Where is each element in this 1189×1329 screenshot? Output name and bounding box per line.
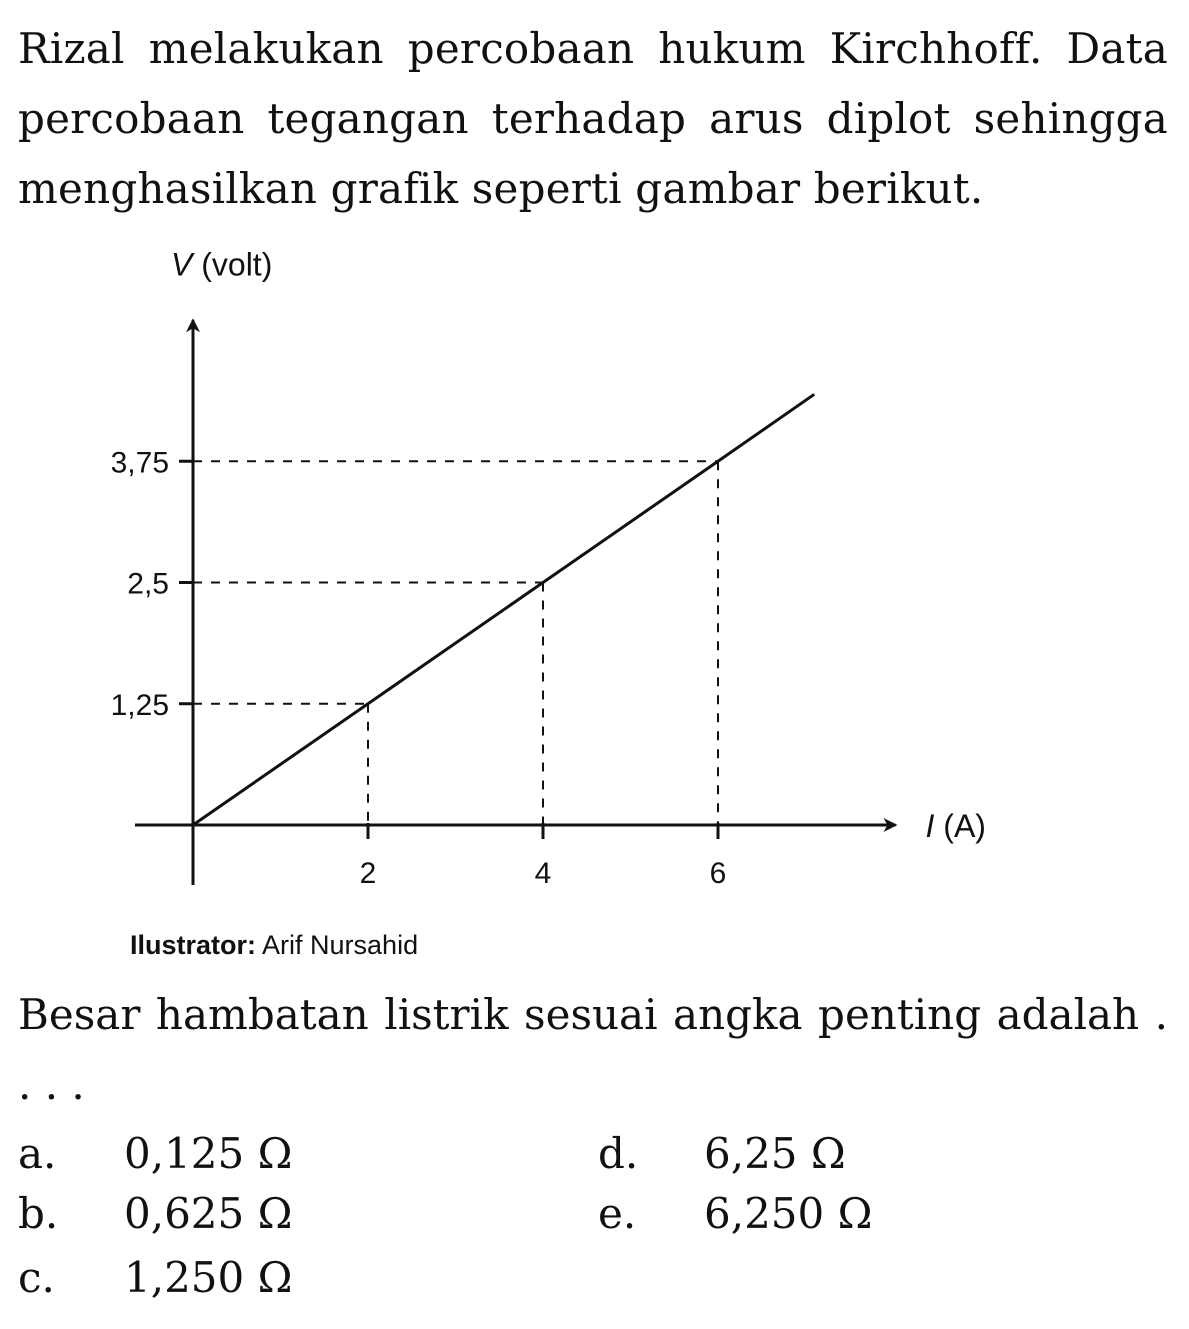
option-c-letter: c. <box>18 1253 55 1302</box>
y-tick-label-1: 1,25 <box>110 688 169 722</box>
illustrator-label: Ilustrator: <box>130 930 257 960</box>
illustrator-credit <box>130 930 418 961</box>
option-b-value: 0,625 Ω <box>124 1189 293 1238</box>
option-a-letter: a. <box>18 1129 57 1178</box>
option-d-letter: d. <box>598 1129 639 1178</box>
option-b[interactable] <box>18 1186 292 1242</box>
x-tick-label-1: 2 <box>359 857 377 890</box>
option-e-value: 6,250 Ω <box>704 1189 873 1238</box>
y-axis-title <box>171 246 272 282</box>
option-c[interactable] <box>18 1250 292 1306</box>
x-axis-unit: (A) <box>943 808 986 844</box>
option-b-letter: b. <box>18 1189 59 1238</box>
y-tick-label-2: 2,5 <box>127 567 169 601</box>
voltage-current-graph <box>0 246 1100 920</box>
option-e[interactable] <box>598 1186 872 1242</box>
y-axis-variable: V <box>171 246 202 283</box>
option-d[interactable] <box>598 1126 846 1182</box>
illustrator-name: Arif Nursahid <box>262 930 419 960</box>
option-d-value: 6,25 Ω <box>704 1129 846 1178</box>
x-tick-label-2: 4 <box>534 857 552 890</box>
y-tick-label-3: 3,75 <box>110 446 169 480</box>
data-line <box>193 394 814 825</box>
x-axis-variable: I <box>925 808 944 844</box>
option-c-value: 1,250 Ω <box>124 1253 293 1302</box>
chart <box>0 246 1100 920</box>
y-axis-unit: (volt) <box>201 246 273 283</box>
option-a[interactable] <box>18 1126 292 1182</box>
x-axis-title <box>926 808 986 844</box>
x-tick-label-3: 6 <box>709 857 727 890</box>
option-e-letter: e. <box>598 1189 637 1238</box>
option-a-value: 0,125 Ω <box>124 1129 293 1178</box>
question-prompt: Besar hambatan listrik sesuai angka penting adalah . . . . <box>18 990 1168 1109</box>
question-intro: Rizal melakukan percobaan hukum Kirchhoff. Data percobaan tegangan terhadap arus diplot sehingga menghasilkan grafik seperti gambar berikut. <box>18 24 1168 213</box>
